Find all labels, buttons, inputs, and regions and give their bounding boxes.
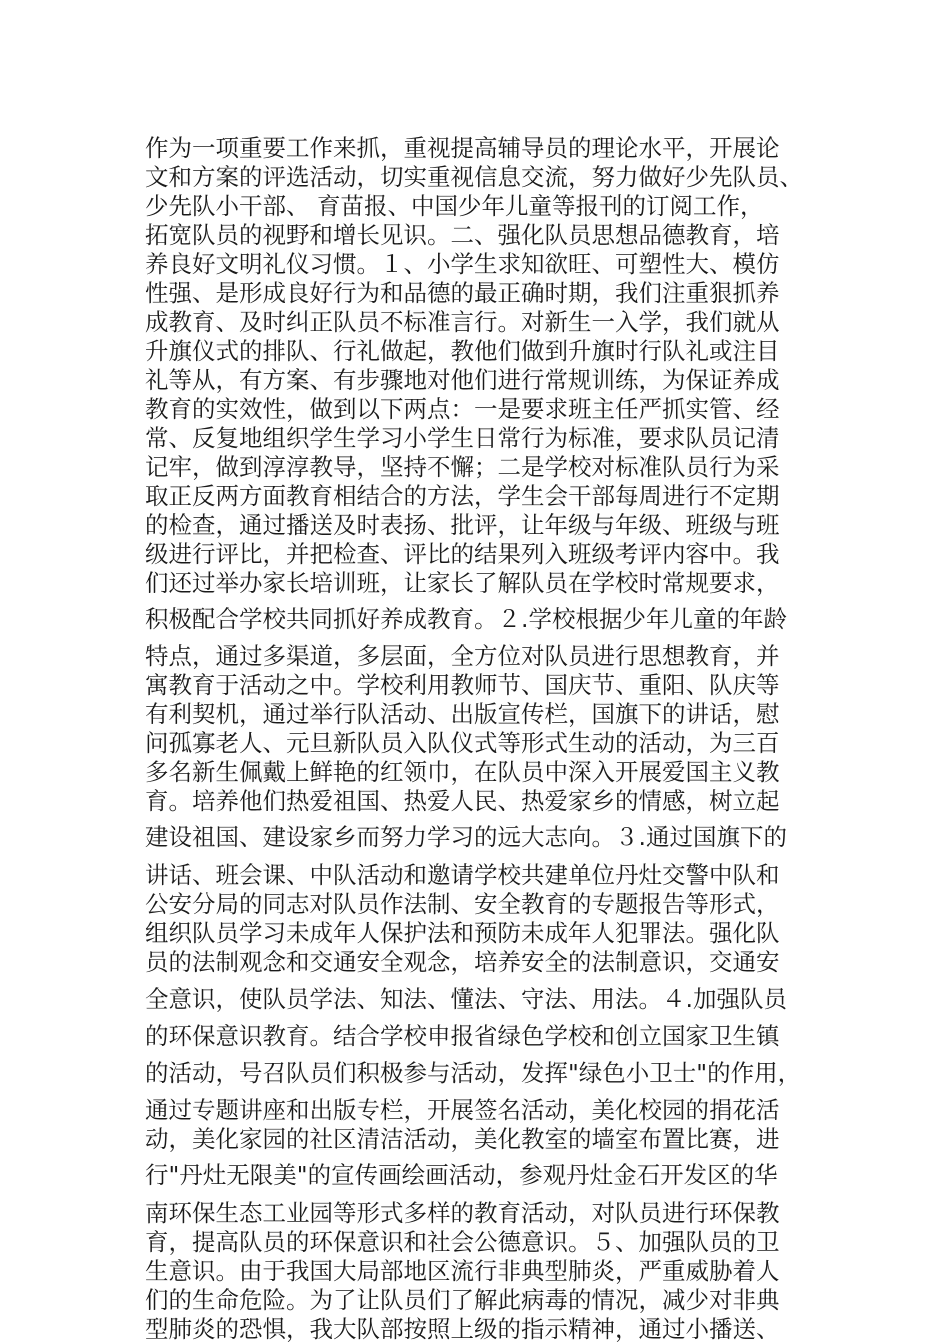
text-line: 全意识，使队员学法、知法、懂法、守法、用法。４.加强队员	[145, 985, 787, 1013]
text-line: 建设祖国、建设家乡而努力学习的远大志向。３.通过国旗下的	[145, 823, 787, 851]
text-line: 育，提高队员的环保意识和社会公德意识。５、加强队员的卫	[145, 1228, 780, 1256]
text-line: 们的生命危险。为了让队员们了解此病毒的情况，减少对非典	[145, 1286, 780, 1314]
text-line: 少先队小干部、 育苗报、中国少年儿童等报刊的订阅工作，	[145, 192, 764, 220]
text-line: 拓宽队员的视野和增长见识。二、强化队员思想品德教育，培	[145, 221, 780, 249]
text-line: 员的法制观念和交通安全观念，培养安全的法制意识，交通安	[145, 948, 780, 976]
text-line: 常、反复地组织学生学习小学生日常行为标准，要求队员记清	[145, 424, 780, 452]
text-line: 礼等从，有方案、有步骤地对他们进行常规训练，为保证养成	[145, 366, 780, 394]
text-line: 性强、是形成良好行为和品德的最正确时期，我们注重狠抓养	[145, 279, 780, 307]
text-line: 成教育、及时纠正队员不标准言行。对新生一入学，我们就从	[145, 308, 780, 336]
text-line: 积极配合学校共同抓好养成教育。２.学校根据少年儿童的年龄	[145, 605, 787, 633]
text-line: 的检查，通过播送及时表扬、批评，让年级与年级、班级与班	[145, 511, 780, 539]
text-line: 组织队员学习未成年人保护法和预防未成年人犯罪法。强化队	[145, 919, 780, 947]
text-line: 公安分局的同志对队员作法制、安全教育的专题报告等形式，	[145, 890, 780, 918]
text-line: 寓教育于活动之中。学校利用教师节、国庆节、重阳、队庆等	[145, 671, 780, 699]
text-line: 文和方案的评选活动，切实重视信息交流，努力做好少先队员、	[145, 163, 803, 191]
text-line: 取正反两方面教育相结合的方法，学生会干部每周进行不定期	[145, 482, 780, 510]
text-line: 生意识。由于我国大局部地区流行非典型肺炎，严重威胁着人	[145, 1257, 780, 1285]
text-line: 行"丹灶无限美"的宣传画绘画活动，参观丹灶金石开发区的华	[145, 1161, 778, 1189]
text-line: 南环保生态工业园等形式多样的教育活动，对队员进行环保教	[145, 1199, 780, 1227]
text-line: 问孤寡老人、元旦新队员入队仪式等形式生动的活动，为三百	[145, 729, 780, 757]
text-line: 级进行评比，并把检查、评比的结果列入班级考评内容中。我	[145, 540, 780, 568]
text-line: 通过专题讲座和出版专栏，开展签名活动，美化校园的捐花活	[145, 1096, 780, 1124]
text-line: 讲话、班会课、中队活动和邀请学校共建单位丹灶交警中队和	[145, 861, 780, 889]
text-line: 养良好文明礼仪习惯。１、小学生求知欲旺、可塑性大、模仿	[145, 250, 780, 278]
text-line: 记牢，做到淳淳教导，坚持不懈；二是学校对标准队员行为采	[145, 453, 780, 481]
text-line: 育。培养他们热爱祖国、热爱人民、热爱家乡的情感，树立起	[145, 787, 780, 815]
text-line: 们还过举办家长培训班，让家长了解队员在学校时常规要求，	[145, 569, 780, 597]
text-line: 教育的实效性，做到以下两点：一是要求班主任严抓实管、经	[145, 395, 780, 423]
text-line: 多名新生佩戴上鲜艳的红领巾，在队员中深入开展爱国主义教	[145, 758, 780, 786]
text-line: 升旗仪式的排队、行礼做起，教他们做到升旗时行队礼或注目	[145, 337, 780, 365]
text-line: 型肺炎的恐惧，我大队部按照上级的指示精神，通过小播送、	[145, 1315, 780, 1343]
text-line: 作为一项重要工作来抓，重视提高辅导员的理论水平，开展论	[145, 134, 780, 162]
text-line: 特点，通过多渠道，多层面，全方位对队员进行思想教育，并	[145, 642, 780, 670]
text-line: 动，美化家园的社区清洁活动，美化教室的墙室布置比赛，进	[145, 1125, 780, 1153]
text-line: 有利契机，通过举行队活动、出版宣传栏，国旗下的讲话，慰	[145, 700, 780, 728]
text-line: 的活动，号召队员们积极参与活动，发挥"绿色小卫士"的作用，	[145, 1059, 802, 1087]
text-line: 的环保意识教育。结合学校申报省绿色学校和创立国家卫生镇	[145, 1022, 780, 1050]
